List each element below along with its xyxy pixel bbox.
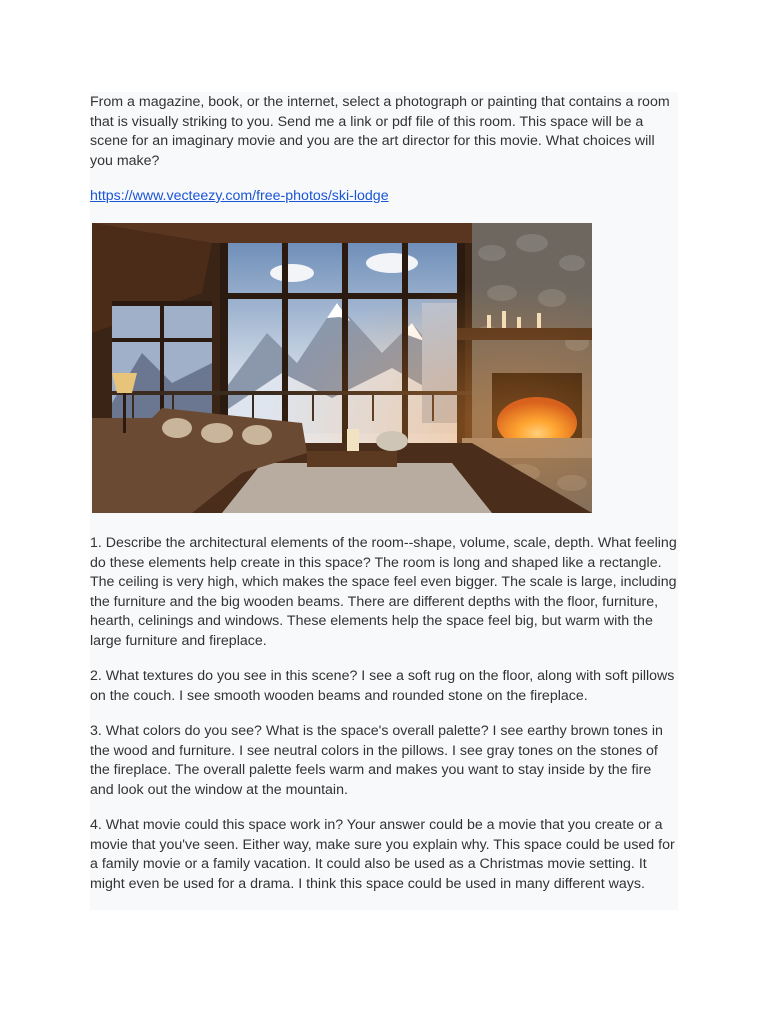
answer-4: 4. What movie could this space work in? Your answer could be a movie that you create or a movie that you've seen. Either way, make sure you explain why. This space could be used for a family movie or a family vacation. It could also be used as a Christmas movie setting. It might even be used for a drama. I think this space could be used in many different ways.	[90, 817, 675, 892]
source-link[interactable]: https://www.vecteezy.com/free-photos/ski-lodge	[90, 188, 389, 204]
answer-2: 2. What textures do you see in this scene? I see a soft rug on the floor, along with soft pillows on the couch. I see smooth wooden beams and rounded stone on the fireplace.	[90, 668, 675, 704]
intro-paragraph: From a magazine, book, or the internet, select a photograph or painting that contains a room that is visually striking to you. Send me a link or pdf file of this room. This space will be a scene for an imaginary movie and you are the art director for this movie. What choices will you make?	[90, 94, 670, 169]
ski-lodge-illustration	[92, 223, 592, 513]
answer-3: 3. What colors do you see? What is the space's overall palette? I see earthy brown tones in the wood and furniture. I see neutral colors in the pillows. I see gray tones on the stones of the fireplace. The overall palette feels warm and makes you want to stay inside by the fire and look out the window at the mountain.	[90, 723, 663, 798]
ski-lodge-photo	[92, 223, 592, 513]
answer-1: 1. Describe the architectural elements of the room--shape, volume, scale, depth. What feeling do these elements help create in this space? The room is long and shaped like a rectangle. The ceiling is very high, which makes the space feel even bigger. The scale is large, including the furniture and the big wooden beams. There are different depths with the floor, furniture, hearth, celinings and windows. These elements help the space feel big, but warm with the large furniture and fireplace.	[90, 535, 677, 649]
